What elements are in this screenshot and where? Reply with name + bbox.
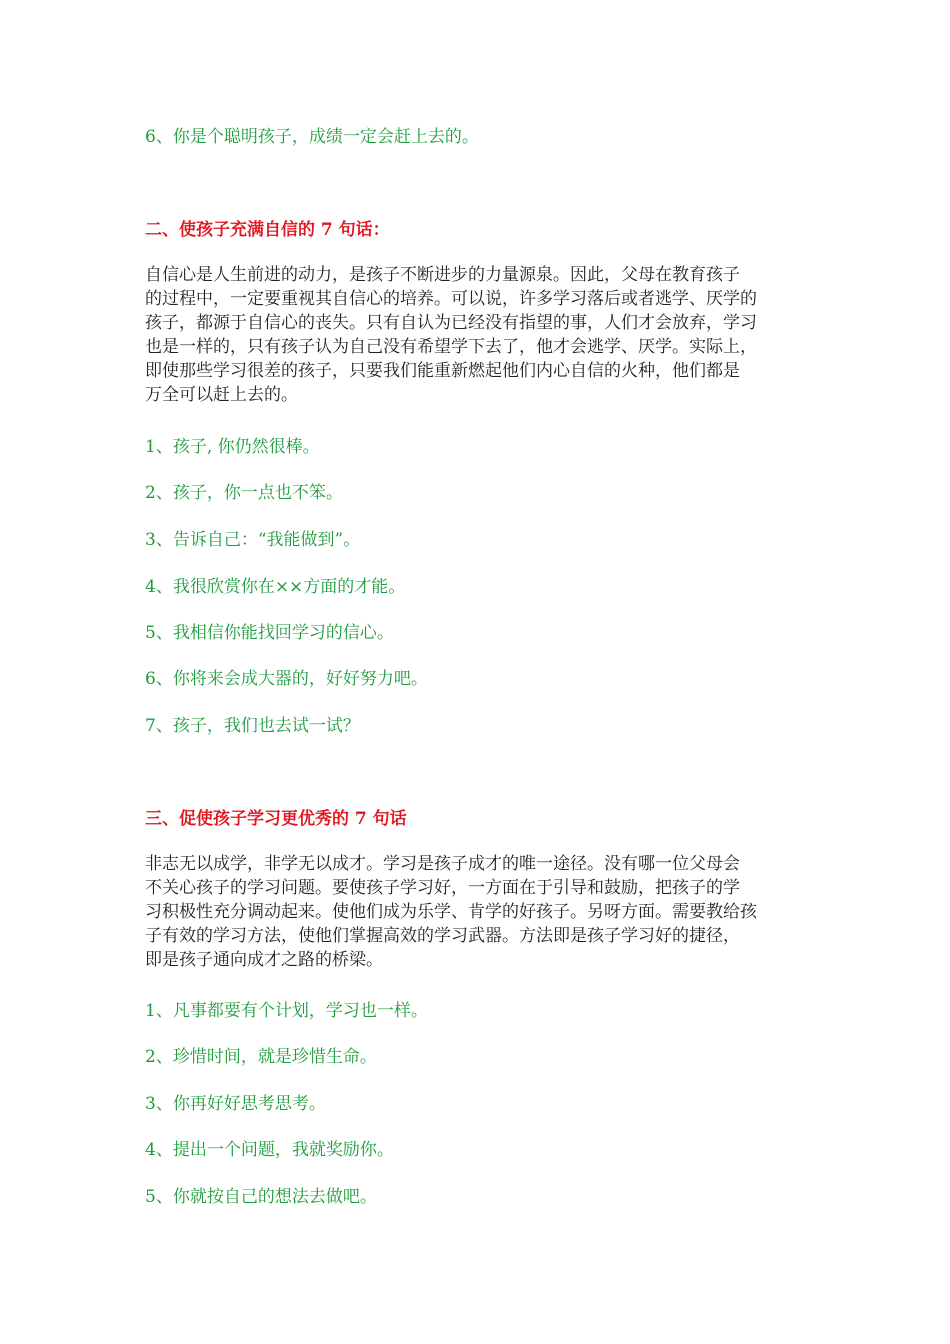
list-item: 4、提出一个问题，我就奖励你。 xyxy=(145,1140,394,1160)
list-item: 3、你再好好思考思考。 xyxy=(145,1094,326,1114)
paragraph-line: 子有效的学习方法，使他们掌握高效的学习武器。方法即是孩子学习好的捷径， xyxy=(145,926,740,946)
section-paragraph xyxy=(145,263,810,407)
list-item: 5、我相信你能找回学习的信心。 xyxy=(145,623,394,643)
paragraph-line: 不关心孩子的学习问题。要使孩子学习好，一方面在于引导和鼓励，把孩子的学 xyxy=(145,878,740,898)
list-item: 7、孩子，我们也去试一试？ xyxy=(145,716,360,736)
list-item: 1、孩子, 你仍然很棒。 xyxy=(145,437,320,457)
list-item: 3、告诉自己：“我能做到”。 xyxy=(145,530,361,550)
list-item: 6、你是个聪明孩子，成绩一定会赶上去的。 xyxy=(145,127,479,147)
section-heading: 二、使孩子充满自信的 7 句话： xyxy=(145,220,390,240)
list-item: 1、凡事都要有个计划，学习也一样。 xyxy=(145,1001,428,1021)
list-item: 5、你就按自己的想法去做吧。 xyxy=(145,1187,377,1207)
paragraph-line: 万全可以赶上去的。 xyxy=(145,385,298,405)
paragraph-line: 即使那些学习很差的孩子，只要我们能重新燃起他们内心自信的火种，他们都是 xyxy=(145,361,740,381)
paragraph-line: 的过程中，一定要重视其自信心的培养。可以说，许多学习落后或者逃学、厌学的 xyxy=(145,289,757,309)
list-item: 2、珍惜时间，就是珍惜生命。 xyxy=(145,1047,377,1067)
section-heading: 三、促使孩子学习更优秀的 7 句话 xyxy=(145,809,407,829)
paragraph-line: 即是孩子通向成才之路的桥梁。 xyxy=(145,950,383,970)
paragraph-line: 孩子，都源于自信心的丧失。只有自认为已经没有指望的事，人们才会放弃，学习 xyxy=(145,313,757,333)
list-item: 6、你将来会成大器的，好好努力吧。 xyxy=(145,669,428,689)
section-paragraph xyxy=(145,852,810,972)
paragraph-line: 也是一样的，只有孩子认为自己没有希望学下去了，他才会逃学、厌学。实际上， xyxy=(145,337,757,357)
list-item: 2、孩子，你一点也不笨。 xyxy=(145,483,343,503)
paragraph-line: 习积极性充分调动起来。使他们成为乐学、肯学的好孩子。另呀方面。需要教给孩 xyxy=(145,902,757,922)
paragraph-line: 非志无以成学，非学无以成才。学习是孩子成才的唯一途径。没有哪一位父母会 xyxy=(145,854,740,874)
paragraph-line: 自信心是人生前进的动力，是孩子不断进步的力量源泉。因此，父母在教育孩子 xyxy=(145,265,740,285)
list-item: 4、我很欣赏你在××方面的才能。 xyxy=(145,577,406,597)
